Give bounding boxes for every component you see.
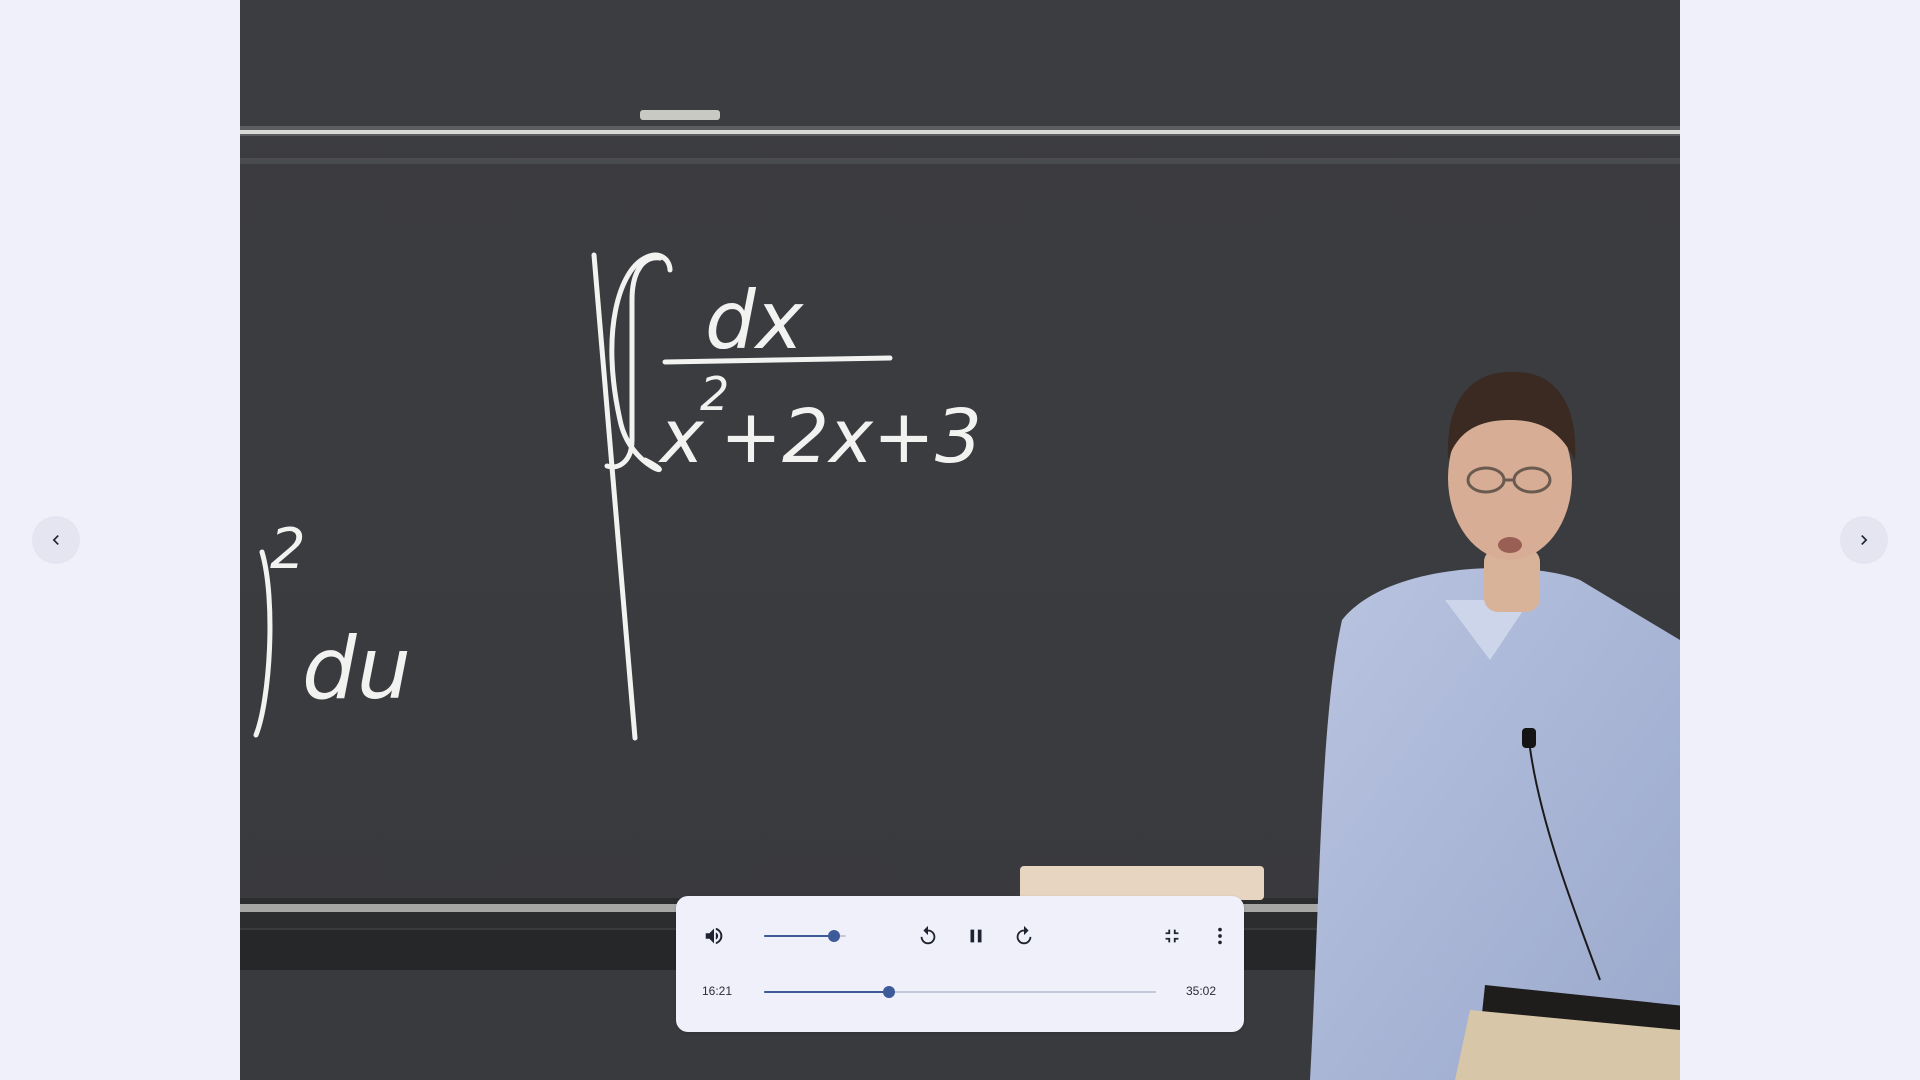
progress-fill [764, 991, 889, 993]
forward-10-icon [1013, 925, 1035, 947]
volume-button[interactable] [696, 918, 732, 954]
volume-up-icon [703, 925, 725, 947]
more-options-button[interactable] [1202, 918, 1238, 954]
replay-10-button[interactable] [910, 918, 946, 954]
duration: 35:02 [1186, 984, 1217, 998]
volume-fill [764, 935, 834, 937]
svg-text:x: x [660, 394, 704, 480]
more-vert-icon [1209, 925, 1231, 947]
forward-10-button[interactable] [1006, 918, 1042, 954]
current-time: 16:21 [702, 984, 733, 998]
progress-slider[interactable] [764, 984, 1156, 1000]
chevron-right-icon [1854, 530, 1874, 550]
previous-button[interactable] [32, 516, 80, 564]
replay-10-icon [917, 925, 939, 947]
pause-button[interactable] [958, 918, 994, 954]
volume-thumb[interactable] [828, 930, 840, 942]
progress-thumb[interactable] [883, 986, 895, 998]
volume-slider[interactable] [764, 928, 846, 944]
svg-text:+2x+3: +2x+3 [720, 394, 982, 480]
svg-text:2: 2 [700, 367, 730, 421]
next-button[interactable] [1840, 516, 1888, 564]
exit-fullscreen-button[interactable] [1154, 918, 1190, 954]
playback-controls [676, 896, 1244, 1032]
pause-icon [965, 925, 987, 947]
svg-text:du: du [302, 619, 412, 719]
chevron-left-icon [46, 530, 66, 550]
svg-text:2: 2 [270, 517, 306, 582]
fullscreen-exit-icon [1161, 925, 1183, 947]
svg-text:dx: dx [705, 274, 804, 367]
